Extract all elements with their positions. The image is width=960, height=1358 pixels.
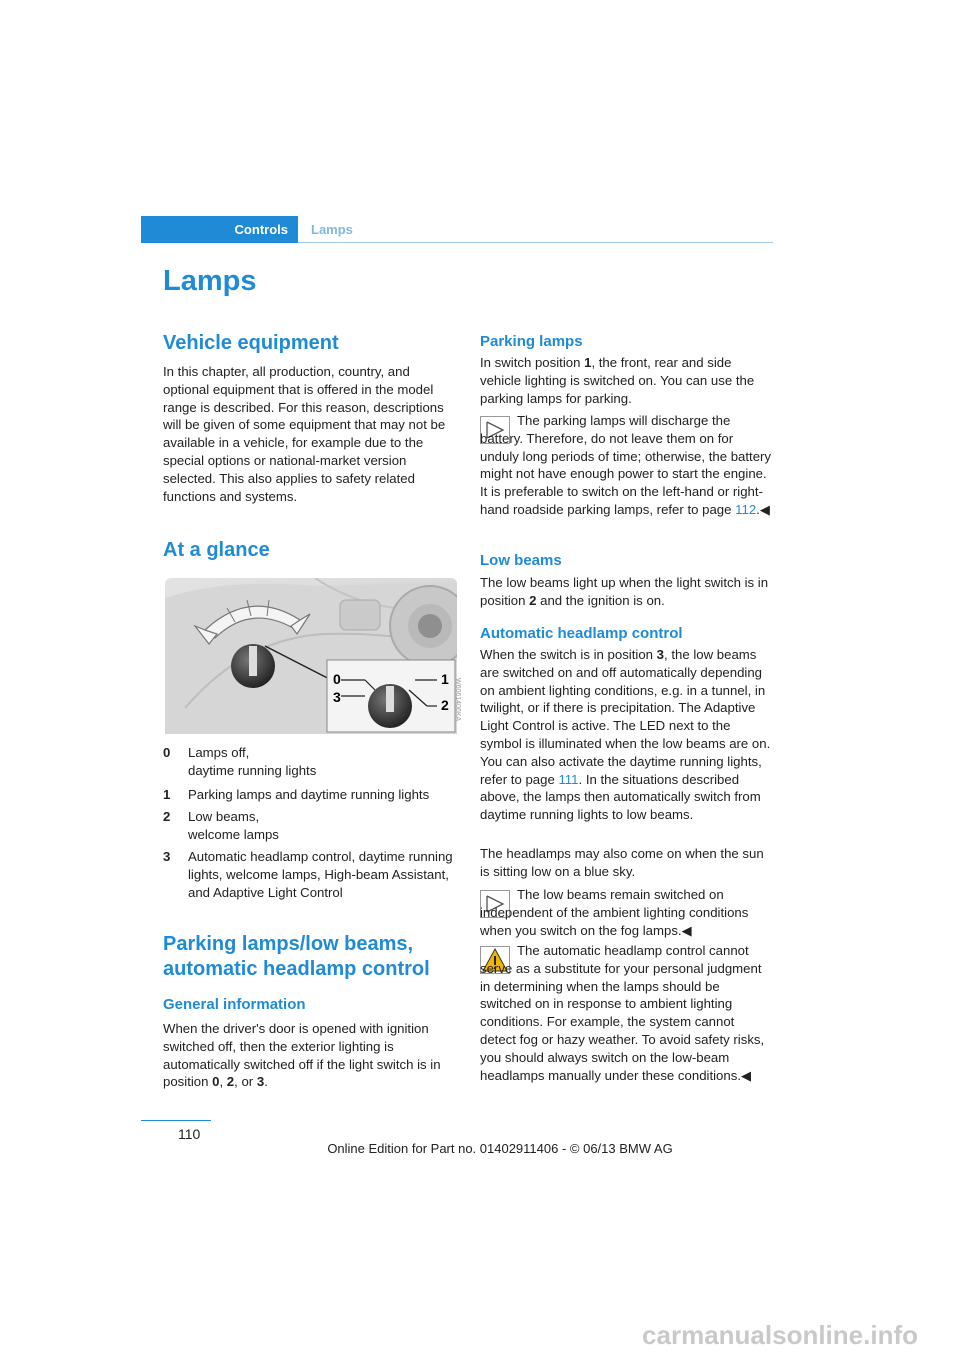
figure-label-0: 0 (333, 671, 341, 687)
list-item: 3 Automatic headlamp control, daytime running lights, welcome lamps, High-beam Assistant, and Adaptive Light Control (163, 849, 453, 900)
parking-lamps-text: In switch position 1, the front, rear and side vehicle lighting is switched on. You can use the parking lamps for parking. (480, 355, 755, 406)
heading-at-a-glance: At a glance (163, 539, 270, 561)
sun-text: The headlamps may also come on when the sun is sitting low on a blue sky. (480, 846, 764, 879)
list-item: 1 Parking lamps and daytime running lights (163, 787, 430, 802)
edition-note: Online Edition for Part no. 01402911406 - © 06/13 BMW AG (327, 1141, 673, 1156)
heading-automatic-headlamp-control: Automatic headlamp control (480, 625, 683, 642)
heading-low-beams: Low beams (480, 552, 562, 569)
header-section-tab: Controls (141, 216, 298, 243)
heading-general-information: General information (163, 996, 306, 1013)
automatic-headlamp-text: When the switch is in position 3, the low beams are switched on and off automatically depending on ambient lighting conditions, e.g. in a tunnel, in twilight, or if there is precipitation. The Adaptive Light Control is active. The LED next to the symbol is illuminated when the low beams are on. You can also activate the daytime running lights, refer to page 111. In the situations described above, the lamps then automatically switch from daytime running lights to low beams. (480, 647, 771, 823)
figure-label-3: 3 (333, 689, 341, 705)
page-number: 110 (178, 1126, 201, 1142)
parking-lamps-note: The parking lamps will discharge the battery. Therefore, do not leave them on for unduly long periods of time; otherwise, the battery might not have enough power to start the engine. It is preferable to switch on the left-hand or right-hand roadside parking lamps, refer to page 112.◀ (480, 413, 772, 517)
heading-parking-low-beams: Parking lamps/low beams, automatic headlamp control (163, 933, 430, 980)
fog-lamps-note: The low beams remain switched on independent of the ambient lighting conditions when you switch on the fog lamps.◀ (480, 887, 749, 938)
heading-parking-lamps: Parking lamps (480, 333, 583, 350)
page-link-111[interactable]: 111 (558, 771, 579, 787)
figure-code: W6061406KA (454, 678, 461, 722)
header-subsection: Lamps (311, 222, 353, 237)
watermark: carmanualsonline.info (642, 1320, 918, 1350)
general-information-text: When the driver's door is opened with ignition switched off, then the exterior lighting is automatically switched off if the light switch is in position 0, 2, or 3. (163, 1021, 441, 1090)
page-title: Lamps (163, 265, 257, 297)
vehicle-equipment-text: In this chapter, all production, country, and optional equipment that is offered in the model range is described. For this reason, descriptions will be given of some equipment that may not be available in a vehicle, for example due to the special options or national-market version selected. This also applies to safety related functions and systems. (163, 364, 446, 504)
figure-label-1: 1 (441, 671, 449, 687)
figure-label-2: 2 (441, 697, 449, 713)
list-item: 2 Low beams, welcome lamps (163, 809, 279, 842)
page-link-112[interactable]: 112 (735, 501, 757, 517)
warning-text: The automatic headlamp control cannot serve as a substitute for your personal judgment in determining when the lamps should be switched on in response to ambient lighting conditions. For example, the system cannot detect fog or hazy weather. To avoid safety risks, you should always switch on the low-beam headlamps manually under these conditions.◀ (480, 943, 765, 1083)
list-item: 0 Lamps off, daytime running lights (163, 745, 317, 778)
low-beams-text: The low beams light up when the light switch is in position 2 and the ignition is on. (480, 575, 769, 608)
footer-rule (141, 1120, 211, 1121)
light-switch-figure (165, 578, 457, 734)
heading-vehicle-equipment: Vehicle equipment (163, 332, 339, 354)
